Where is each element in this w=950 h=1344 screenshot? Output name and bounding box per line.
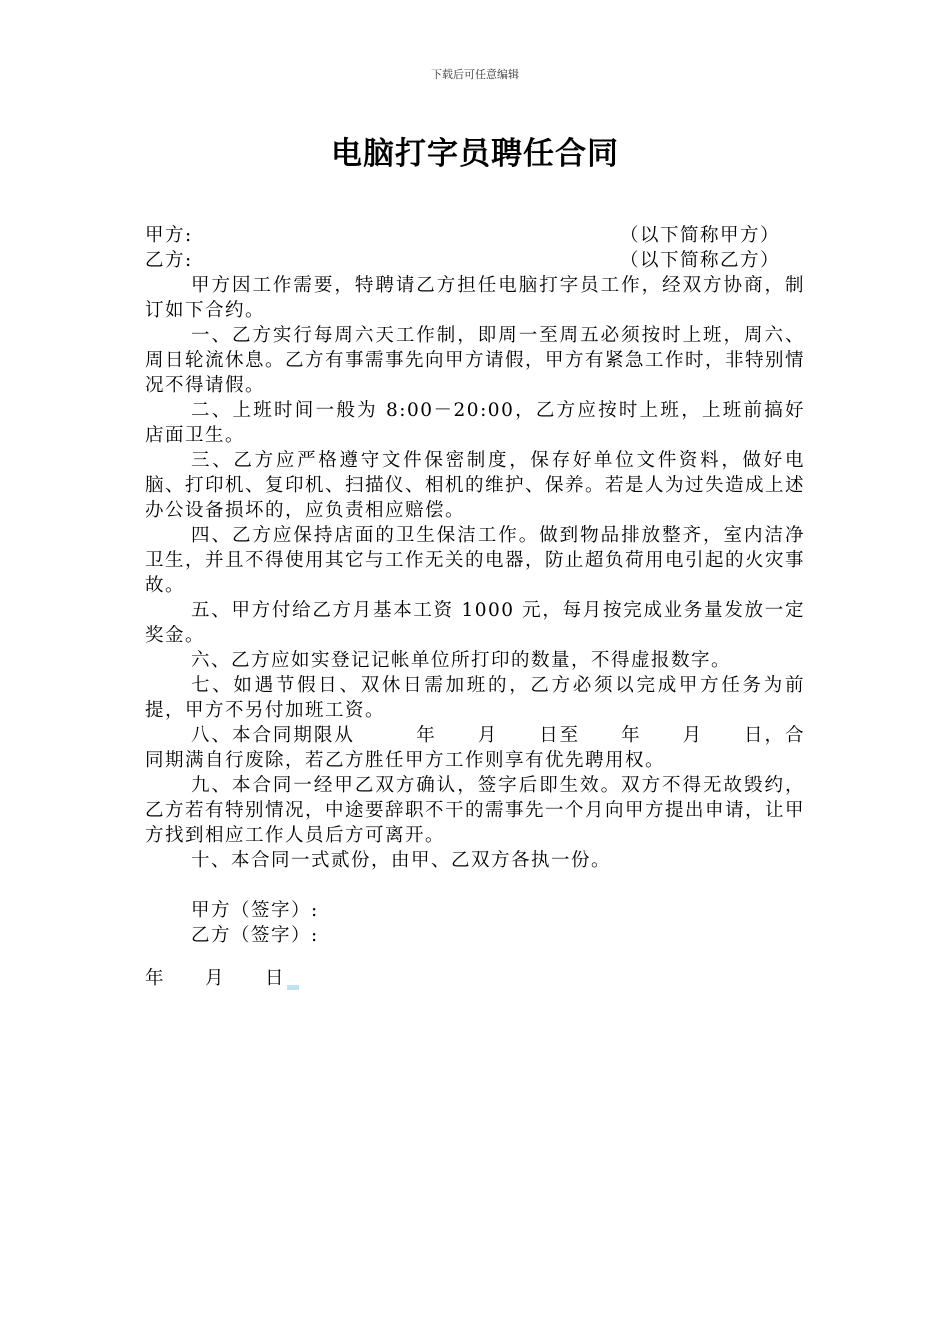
clause-1: 一、乙方实行每周六天工作制，即周一至周五必须按时上班，周六、周日轮流休息。乙方有事需事先向甲方请假，甲方有紧急工作时，非特别情况不得请假。 xyxy=(145,325,806,396)
date-line xyxy=(145,966,805,991)
clause-5: 五、甲方付给乙方月基本工资 1000 元，每月按完成业务量发放一定奖金。 xyxy=(145,600,805,646)
date-text: 年 月 日 xyxy=(145,968,286,989)
clause-10: 十、本合同一式贰份，由甲、乙双方各执一份。 xyxy=(191,850,612,871)
signature-party-a: 甲方（签字）: xyxy=(191,900,319,921)
spacer xyxy=(145,873,805,898)
clause-7: 七、如遇节假日、双休日需加班的，乙方必须以完成甲方任务为前提，甲方不另付加班工资。 xyxy=(145,675,805,721)
party-b-note: （以下简称乙方） xyxy=(620,250,781,271)
signature-party-b: 乙方（签字）: xyxy=(191,925,319,946)
cursor-mark xyxy=(287,985,299,990)
party-b-line xyxy=(145,248,805,273)
party-a-line xyxy=(145,223,805,248)
document-title: 电脑打字员聘任合同 xyxy=(331,136,619,172)
clause-6: 六、乙方应如实登记记帐单位所打印的数量，不得虚报数字。 xyxy=(191,650,732,671)
party-a-note: （以下简称甲方） xyxy=(620,225,781,246)
clause-4: 四、乙方应保持店面的卫生保洁工作。做到物品排放整齐，室内洁净卫生，并且不得使用其它与工作无关的电器，防止超负荷用电引起的火灾事故。 xyxy=(145,525,806,596)
header-note: 下载后可任意编辑 xyxy=(431,68,519,81)
clause-2: 二、上班时间一般为 8:00－20:00，乙方应按时上班，上班前搞好店面卫生。 xyxy=(145,400,805,446)
party-a-label: 甲方: xyxy=(145,225,193,246)
party-b-label: 乙方: xyxy=(145,250,193,271)
clause-3: 三、乙方应严格遵守文件保密制度，保存好单位文件资料，做好电脑、打印机、复印机、扫描仪、相机的维护、保养。若是人为过失造成上述办公设备损坏的，应负责相应赔偿。 xyxy=(145,450,806,521)
paragraph-intro: 甲方因工作需要，特聘请乙方担任电脑打字员工作，经双方协商，制订如下合约。 xyxy=(145,275,805,321)
contract-body xyxy=(145,223,805,991)
clause-9: 九、本合同一经甲乙双方确认，签字后即生效。双方不得无故毁约，乙方若有特别情况，中途要辞职不干的需事先一个月向甲方提出申请，让甲方找到相应工作人员后方可离开。 xyxy=(145,775,806,846)
clause-8: 八、本合同期限从 年 月 日至 年 月 日，合 同期满自行废除，若乙方胜任甲方工作则享有优先聘用权。 xyxy=(145,725,805,771)
